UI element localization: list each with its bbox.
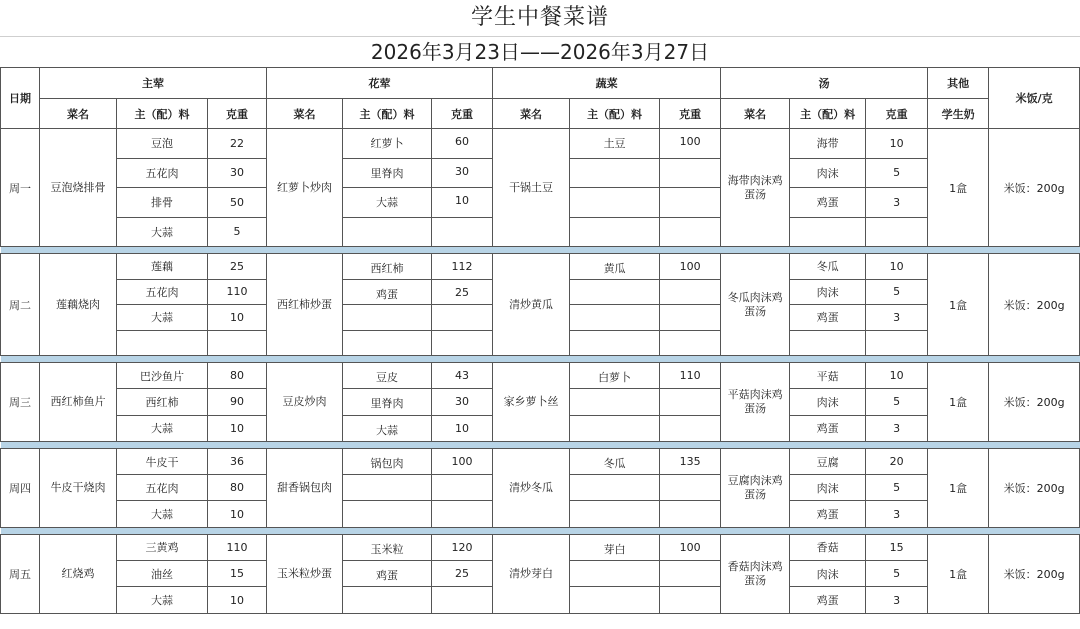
- rice-amount: 米饭：200g: [989, 448, 1080, 527]
- day-row: [1, 363, 1080, 389]
- side-weight: [432, 305, 493, 331]
- veg-weight: 100: [660, 534, 721, 560]
- veg-ingredient: [570, 305, 660, 331]
- veg-ingredient: [570, 330, 660, 356]
- soup-dish-name: 平菇肉沫鸡蛋汤: [721, 363, 790, 442]
- side-weight: 112: [432, 254, 493, 280]
- header-veg-weight: 克重: [660, 99, 721, 129]
- side-ingredient: 红萝卜: [343, 129, 432, 159]
- side-ingredient: 西红柿: [343, 254, 432, 280]
- main-ingredient: 五花肉: [117, 475, 208, 501]
- main-ingredient: 大蒜: [117, 415, 208, 441]
- veg-ingredient: [570, 587, 660, 613]
- rice-amount: 米饭：200g: [989, 129, 1080, 247]
- veg-weight: 110: [660, 363, 721, 389]
- soup-ingredient: 豆腐: [790, 448, 866, 474]
- milk-amount: 1盒: [928, 363, 989, 442]
- soup-ingredient: 肉沫: [790, 389, 866, 415]
- separator-band: [1, 527, 1080, 534]
- day-label: 周一: [1, 129, 40, 247]
- header-row-2: [1, 99, 1080, 129]
- main-dish-name: 西红柿鱼片: [40, 363, 117, 442]
- side-weight: [432, 587, 493, 613]
- veg-dish-name: 干锅土豆: [493, 129, 570, 247]
- header-other: 其他: [928, 68, 989, 99]
- main-ingredient: 大蒜: [117, 305, 208, 331]
- rice-amount: 米饭：200g: [989, 363, 1080, 442]
- milk-amount: 1盒: [928, 448, 989, 527]
- veg-ingredient: [570, 217, 660, 247]
- side-ingredient: 锅包肉: [343, 448, 432, 474]
- main-weight: 30: [208, 158, 267, 188]
- veg-ingredient: 冬瓜: [570, 448, 660, 474]
- side-weight: 60: [432, 129, 493, 159]
- veg-ingredient: 黄瓜: [570, 254, 660, 280]
- milk-amount: 1盒: [928, 129, 989, 247]
- menu-body: [1, 68, 1080, 614]
- soup-ingredient: [790, 330, 866, 356]
- main-ingredient: 莲藕: [117, 254, 208, 280]
- soup-weight: 5: [866, 279, 928, 305]
- day-row: [1, 534, 1080, 560]
- soup-dish-name: 豆腐肉沫鸡蛋汤: [721, 448, 790, 527]
- veg-ingredient: [570, 561, 660, 587]
- header-side: 花荤: [267, 68, 493, 99]
- soup-dish-name: 冬瓜肉沫鸡蛋汤: [721, 254, 790, 356]
- main-ingredient: 五花肉: [117, 158, 208, 188]
- side-weight: 10: [432, 415, 493, 441]
- day-separator: [1, 441, 1080, 448]
- side-ingredient: 大蒜: [343, 188, 432, 218]
- veg-weight: [660, 217, 721, 247]
- side-dish-name: 豆皮炒肉: [267, 363, 343, 442]
- main-weight: 10: [208, 305, 267, 331]
- soup-weight: 5: [866, 475, 928, 501]
- soup-weight: 5: [866, 158, 928, 188]
- main-ingredient: 三黄鸡: [117, 534, 208, 560]
- soup-weight: [866, 217, 928, 247]
- main-weight: 80: [208, 475, 267, 501]
- side-dish-name: 玉米粒炒蛋: [267, 534, 343, 613]
- side-weight: 30: [432, 158, 493, 188]
- main-ingredient: 大蒜: [117, 501, 208, 527]
- day-row: [1, 129, 1080, 159]
- side-ingredient: [343, 330, 432, 356]
- soup-weight: 20: [866, 448, 928, 474]
- veg-ingredient: 芽白: [570, 534, 660, 560]
- header-main: 主荤: [40, 68, 267, 99]
- soup-ingredient: 冬瓜: [790, 254, 866, 280]
- header-soup: 汤: [721, 68, 928, 99]
- soup-weight: 3: [866, 188, 928, 218]
- veg-ingredient: [570, 188, 660, 218]
- veg-weight: [660, 279, 721, 305]
- side-weight: [432, 501, 493, 527]
- veg-weight: [660, 158, 721, 188]
- side-ingredient: 大蒜: [343, 415, 432, 441]
- soup-ingredient: 鸡蛋: [790, 587, 866, 613]
- main-ingredient: 五花肉: [117, 279, 208, 305]
- main-weight: 10: [208, 415, 267, 441]
- day-separator: [1, 527, 1080, 534]
- header-date: 日期: [1, 68, 40, 129]
- side-weight: 43: [432, 363, 493, 389]
- day-label: 周三: [1, 363, 40, 442]
- main-weight: [208, 330, 267, 356]
- main-dish-name: 牛皮干烧肉: [40, 448, 117, 527]
- soup-weight: 10: [866, 363, 928, 389]
- header-soup-name: 菜名: [721, 99, 790, 129]
- side-ingredient: [343, 217, 432, 247]
- main-weight: 10: [208, 501, 267, 527]
- header-milk: 学生奶: [928, 99, 989, 129]
- veg-weight: [660, 415, 721, 441]
- side-weight: 120: [432, 534, 493, 560]
- header-soup-ingredients: 主（配）料: [790, 99, 866, 129]
- side-weight: [432, 475, 493, 501]
- soup-ingredient: 平菇: [790, 363, 866, 389]
- soup-weight: 3: [866, 501, 928, 527]
- milk-amount: 1盒: [928, 534, 989, 613]
- day-separator: [1, 356, 1080, 363]
- soup-ingredient: [790, 217, 866, 247]
- page-title: 学生中餐菜谱: [470, 5, 609, 30]
- soup-weight: 3: [866, 587, 928, 613]
- main-weight: 110: [208, 534, 267, 560]
- milk-amount: 1盒: [928, 254, 989, 356]
- header-main-weight: 克重: [208, 99, 267, 129]
- soup-weight: [866, 330, 928, 356]
- main-ingredient: 巴沙鱼片: [117, 363, 208, 389]
- veg-dish-name: 家乡萝卜丝: [493, 363, 570, 442]
- soup-ingredient: 鸡蛋: [790, 415, 866, 441]
- veg-ingredient: [570, 158, 660, 188]
- side-dish-name: 红萝卜炒肉: [267, 129, 343, 247]
- soup-ingredient: 香菇: [790, 534, 866, 560]
- veg-weight: [660, 501, 721, 527]
- soup-weight: 10: [866, 129, 928, 159]
- rice-amount: 米饭：200g: [989, 534, 1080, 613]
- main-ingredient: 豆泡: [117, 129, 208, 159]
- header-row-1: [1, 68, 1080, 99]
- main-weight: 10: [208, 587, 267, 613]
- veg-ingredient: [570, 389, 660, 415]
- menu-table: [0, 67, 1080, 614]
- main-weight: 25: [208, 254, 267, 280]
- veg-weight: [660, 475, 721, 501]
- day-separator: [1, 247, 1080, 254]
- soup-dish-name: 海带肉沫鸡蛋汤: [721, 129, 790, 247]
- side-weight: 25: [432, 561, 493, 587]
- side-ingredient: 里脊肉: [343, 158, 432, 188]
- header-side-weight: 克重: [432, 99, 493, 129]
- side-ingredient: 玉米粒: [343, 534, 432, 560]
- veg-dish-name: 清炒黄瓜: [493, 254, 570, 356]
- soup-ingredient: 肉沫: [790, 158, 866, 188]
- main-weight: 15: [208, 561, 267, 587]
- side-weight: [432, 330, 493, 356]
- veg-ingredient: [570, 415, 660, 441]
- soup-weight: 10: [866, 254, 928, 280]
- header-soup-weight: 克重: [866, 99, 928, 129]
- header-side-ingredients: 主（配）料: [343, 99, 432, 129]
- soup-weight: 3: [866, 415, 928, 441]
- header-main-ingredients: 主（配）料: [117, 99, 208, 129]
- side-weight: 25: [432, 279, 493, 305]
- soup-weight: 5: [866, 389, 928, 415]
- main-ingredient: 大蒜: [117, 217, 208, 247]
- veg-ingredient: 白萝卜: [570, 363, 660, 389]
- main-ingredient: 牛皮干: [117, 448, 208, 474]
- soup-ingredient: 鸡蛋: [790, 305, 866, 331]
- date-range: 2026年3月23日——2026年3月27日: [370, 40, 710, 64]
- veg-weight: 135: [660, 448, 721, 474]
- soup-weight: 5: [866, 561, 928, 587]
- side-ingredient: [343, 475, 432, 501]
- separator-band: [1, 441, 1080, 448]
- header-side-name: 菜名: [267, 99, 343, 129]
- veg-ingredient: [570, 475, 660, 501]
- header-veg-name: 菜名: [493, 99, 570, 129]
- side-weight: 30: [432, 389, 493, 415]
- side-ingredient: 鸡蛋: [343, 279, 432, 305]
- veg-ingredient: [570, 501, 660, 527]
- soup-weight: 3: [866, 305, 928, 331]
- veg-dish-name: 清炒冬瓜: [493, 448, 570, 527]
- day-label: 周二: [1, 254, 40, 356]
- side-ingredient: [343, 501, 432, 527]
- soup-ingredient: 鸡蛋: [790, 501, 866, 527]
- main-weight: 80: [208, 363, 267, 389]
- side-ingredient: 鸡蛋: [343, 561, 432, 587]
- veg-weight: [660, 389, 721, 415]
- side-weight: [432, 217, 493, 247]
- main-ingredient: 西红柿: [117, 389, 208, 415]
- main-weight: 50: [208, 188, 267, 218]
- main-weight: 110: [208, 279, 267, 305]
- main-weight: 5: [208, 217, 267, 247]
- main-dish-name: 红烧鸡: [40, 534, 117, 613]
- veg-weight: [660, 305, 721, 331]
- soup-ingredient: 鸡蛋: [790, 188, 866, 218]
- rice-amount: 米饭：200g: [989, 254, 1080, 356]
- day-row: [1, 254, 1080, 280]
- soup-ingredient: 海带: [790, 129, 866, 159]
- main-dish-name: 豆泡烧排骨: [40, 129, 117, 247]
- veg-weight: [660, 330, 721, 356]
- day-label: 周四: [1, 448, 40, 527]
- side-dish-name: 西红柿炒蛋: [267, 254, 343, 356]
- main-ingredient: [117, 330, 208, 356]
- day-label: 周五: [1, 534, 40, 613]
- main-dish-name: 莲藕烧肉: [40, 254, 117, 356]
- veg-weight: [660, 561, 721, 587]
- main-ingredient: 大蒜: [117, 587, 208, 613]
- veg-ingredient: [570, 279, 660, 305]
- soup-ingredient: 肉沫: [790, 561, 866, 587]
- side-dish-name: 甜香锅包肉: [267, 448, 343, 527]
- side-ingredient: [343, 587, 432, 613]
- veg-dish-name: 清炒芽白: [493, 534, 570, 613]
- main-ingredient: 排骨: [117, 188, 208, 218]
- main-ingredient: 油丝: [117, 561, 208, 587]
- veg-weight: 100: [660, 129, 721, 159]
- main-weight: 36: [208, 448, 267, 474]
- main-weight: 90: [208, 389, 267, 415]
- soup-dish-name: 香菇肉沫鸡蛋汤: [721, 534, 790, 613]
- veg-weight: [660, 587, 721, 613]
- day-row: [1, 448, 1080, 474]
- side-weight: 100: [432, 448, 493, 474]
- soup-weight: 15: [866, 534, 928, 560]
- header-veg-ingredients: 主（配）料: [570, 99, 660, 129]
- header-rice: 米饭/克: [989, 68, 1080, 129]
- veg-ingredient: 土豆: [570, 129, 660, 159]
- soup-ingredient: 肉沫: [790, 475, 866, 501]
- separator-band: [1, 356, 1080, 363]
- header-main-name: 菜名: [40, 99, 117, 129]
- veg-weight: 100: [660, 254, 721, 280]
- soup-ingredient: 肉沫: [790, 279, 866, 305]
- side-ingredient: 里脊肉: [343, 389, 432, 415]
- veg-weight: [660, 188, 721, 218]
- side-ingredient: 豆皮: [343, 363, 432, 389]
- separator-band: [1, 247, 1080, 254]
- side-ingredient: [343, 305, 432, 331]
- main-weight: 22: [208, 129, 267, 159]
- side-weight: 10: [432, 188, 493, 218]
- header-veg: 蔬菜: [493, 68, 721, 99]
